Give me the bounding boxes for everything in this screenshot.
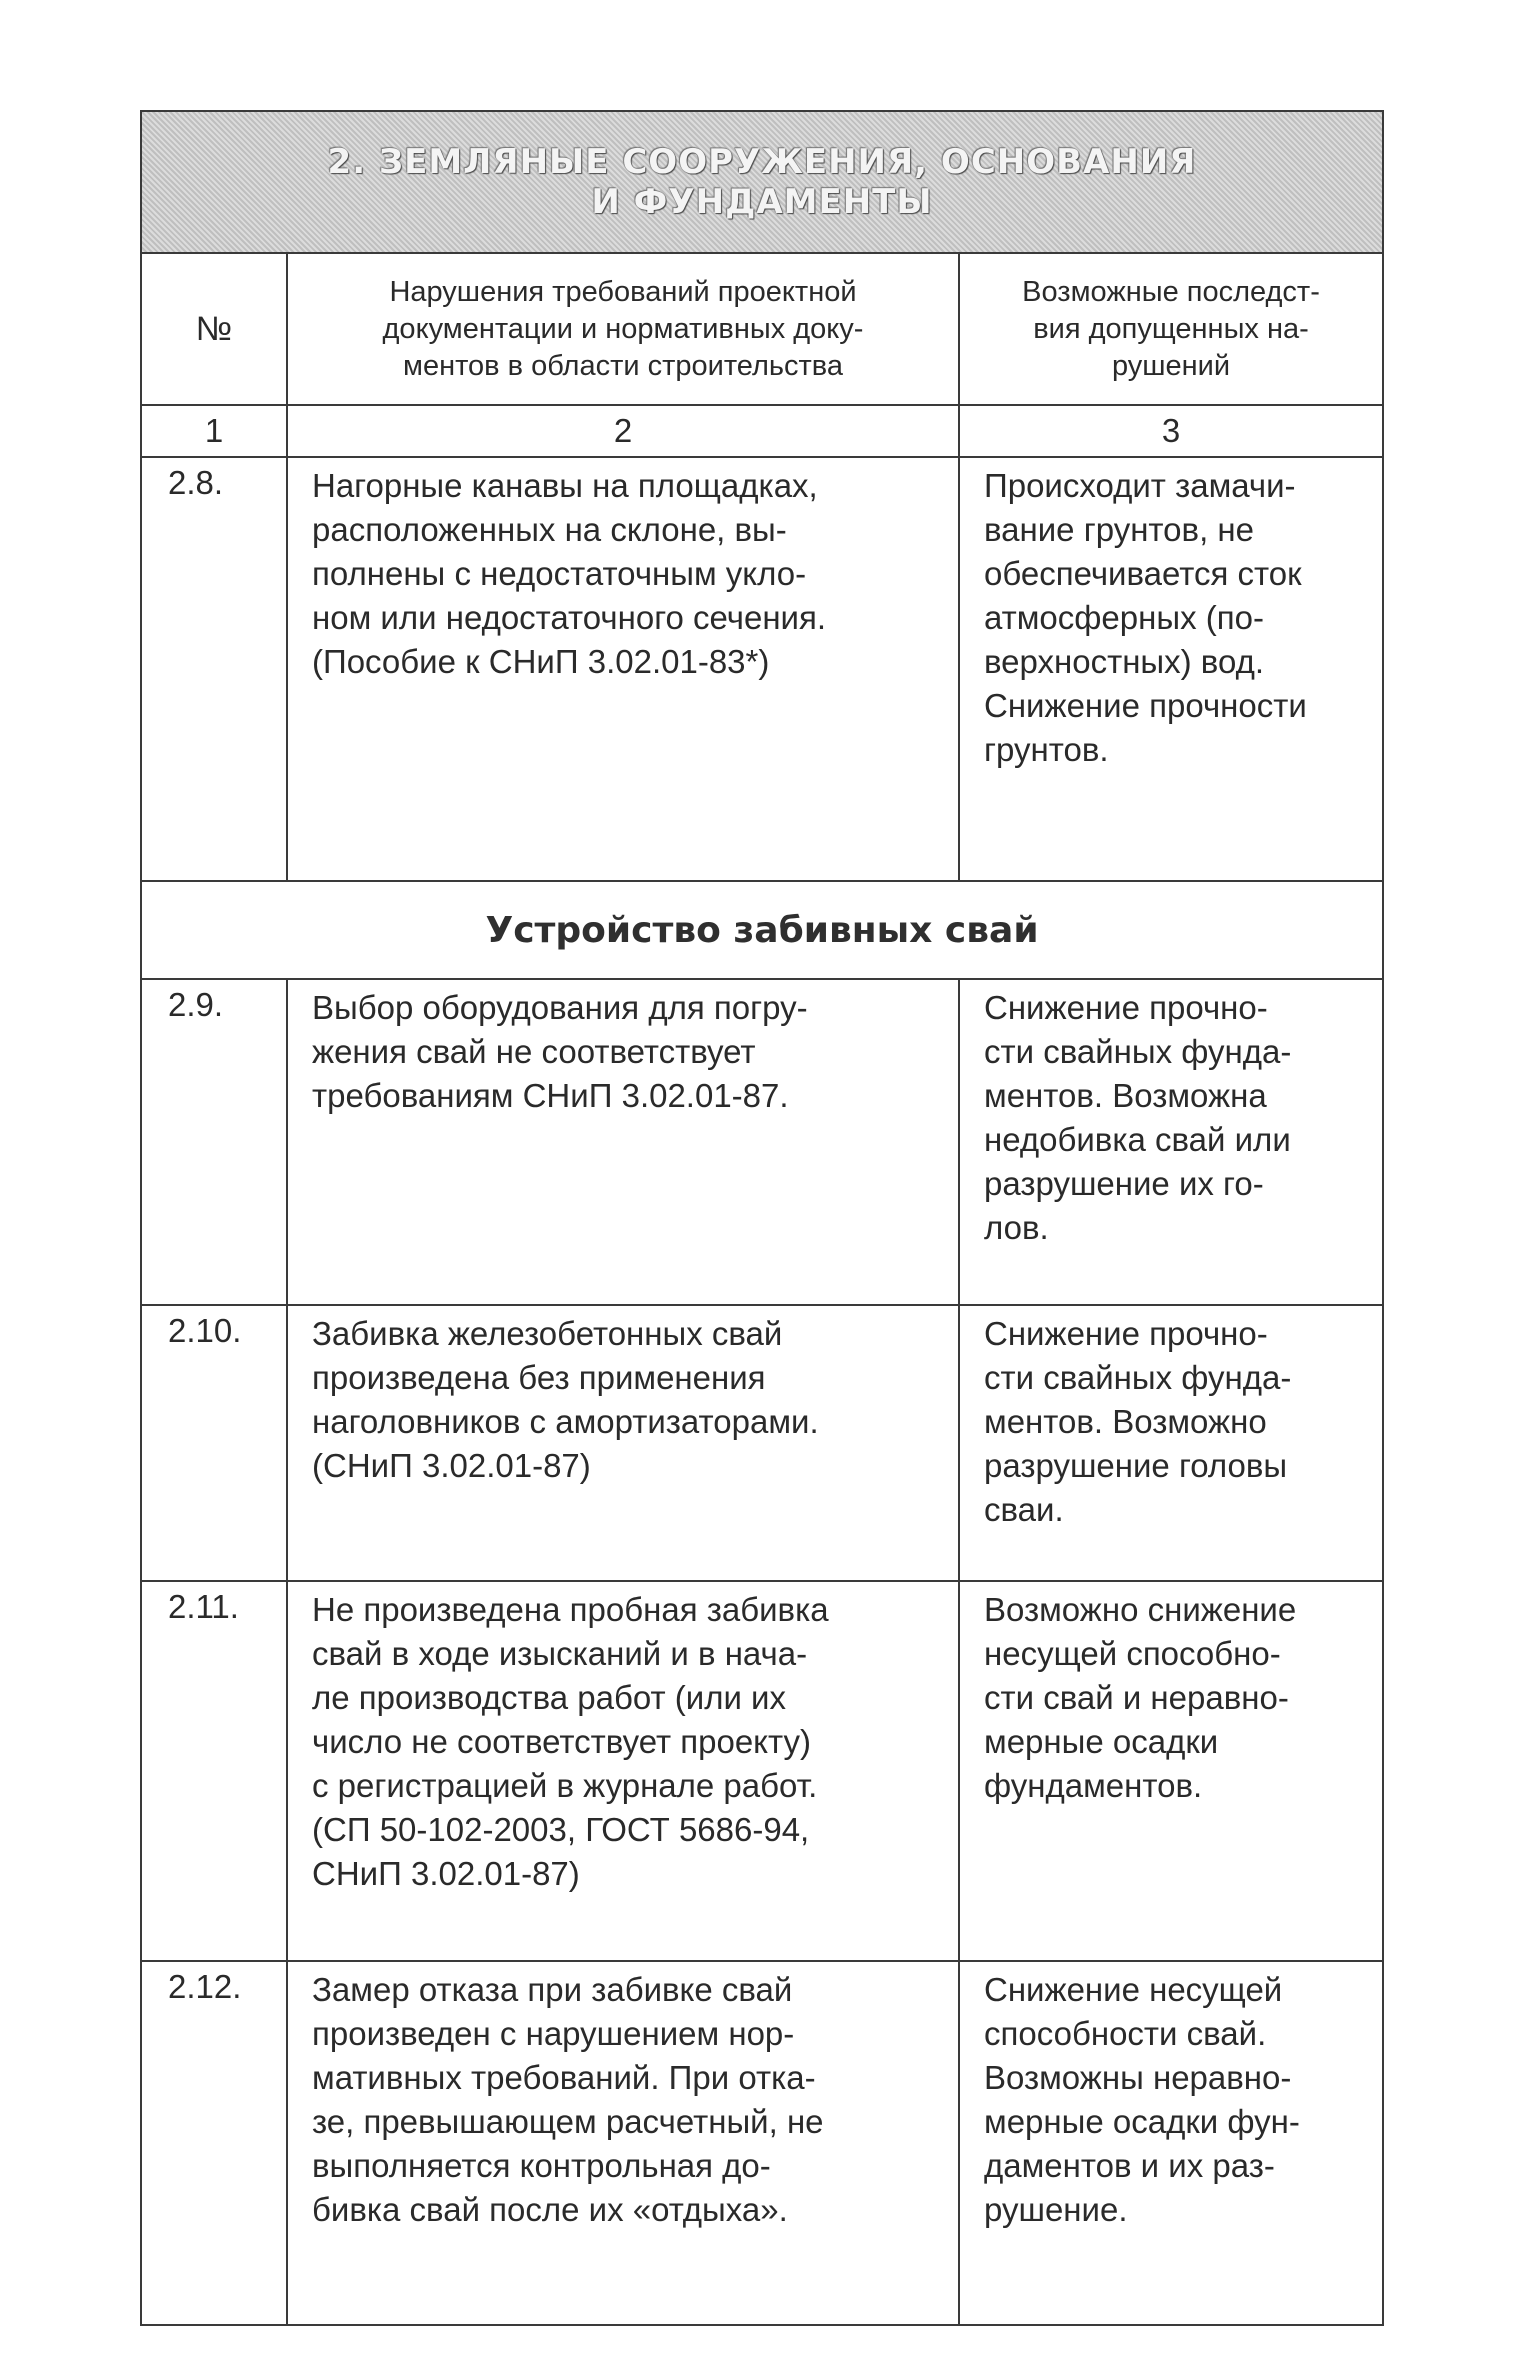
column-index-row bbox=[141, 405, 1383, 457]
row-number: 2.12. bbox=[141, 1961, 287, 2325]
section-row bbox=[141, 881, 1383, 979]
row-consequences: Возможно снижение несущей способно- сти свай и неравно- мерные осадки фундаментов. bbox=[959, 1581, 1383, 1961]
row-consequences: Происходит замачи- вание грунтов, не обеспечивается сток атмосферных (по- верхностных) вод. Снижение прочности грунтов. bbox=[959, 457, 1383, 881]
section-title: Устройство забивных свай bbox=[485, 909, 1039, 951]
table-title-row bbox=[141, 111, 1383, 253]
table-row bbox=[141, 1961, 1383, 2325]
table-row bbox=[141, 457, 1383, 881]
row-number: 2.11. bbox=[141, 1581, 287, 1961]
column-index-1: 1 bbox=[141, 405, 287, 457]
row-description: Забивка железобетонных свай произведена без применения наголовников с амортизаторами. (СНиП 3.02.01-87) bbox=[287, 1305, 959, 1581]
row-description: Выбор оборудования для погру- жения свай не соответствует требованиям СНиП 3.02.01-87. bbox=[287, 979, 959, 1305]
section-cell bbox=[141, 881, 1383, 979]
header-violations: Нарушения требований проектной документации и нормативных доку- ментов в области строительства bbox=[382, 275, 864, 382]
table-row bbox=[141, 979, 1383, 1305]
header-consequences-cell bbox=[959, 253, 1383, 405]
row-description: Не произведена пробная забивка свай в ходе изысканий и в нача- ле производства работ (или их число не соответствует проекту) с регистрацией в журнале работ. (СП 50-102-2003, ГОСТ 5686-94, СНиП 3.02.01-87) bbox=[287, 1581, 959, 1961]
row-number: 2.10. bbox=[141, 1305, 287, 1581]
header-row bbox=[141, 253, 1383, 405]
row-number: 2.9. bbox=[141, 979, 287, 1305]
column-index-3: 3 bbox=[959, 405, 1383, 457]
header-num: № bbox=[195, 309, 233, 348]
document-page bbox=[140, 110, 1382, 2326]
row-consequences: Снижение несущей способности свай. Возможны неравно- мерные осадки фун- даментов и их раз- рушение. bbox=[959, 1961, 1383, 2325]
column-index-2: 2 bbox=[287, 405, 959, 457]
table-row bbox=[141, 1305, 1383, 1581]
header-num-cell bbox=[141, 253, 287, 405]
table-title: 2. ЗЕМЛЯНЫЕ СООРУЖЕНИЯ, ОСНОВАНИЯ И ФУНДАМЕНТЫ bbox=[327, 142, 1197, 222]
table-row bbox=[141, 1581, 1383, 1961]
row-description: Замер отказа при забивке свай произведен с нарушением нор- мативных требований. При отка- зе, превышающем расчетный, не выполняется контрольная до- бивка свай после их «отдыха». bbox=[287, 1961, 959, 2325]
row-description: Нагорные канавы на площадках, расположенных на склоне, вы- полнены с недостаточным укло- ном или недостаточного сечения. (Пособие к СНиП 3.02.01-83*) bbox=[287, 457, 959, 881]
row-consequences: Снижение прочно- сти свайных фунда- ментов. Возможна недобивка свай или разрушение их го- лов. bbox=[959, 979, 1383, 1305]
row-consequences: Снижение прочно- сти свайных фунда- ментов. Возможно разрушение головы сваи. bbox=[959, 1305, 1383, 1581]
header-violations-cell bbox=[287, 253, 959, 405]
row-number: 2.8. bbox=[141, 457, 287, 881]
violations-table bbox=[140, 110, 1384, 2326]
table-title-cell bbox=[141, 111, 1383, 253]
header-consequences: Возможные последст- вия допущенных на- рушений bbox=[1022, 275, 1320, 382]
